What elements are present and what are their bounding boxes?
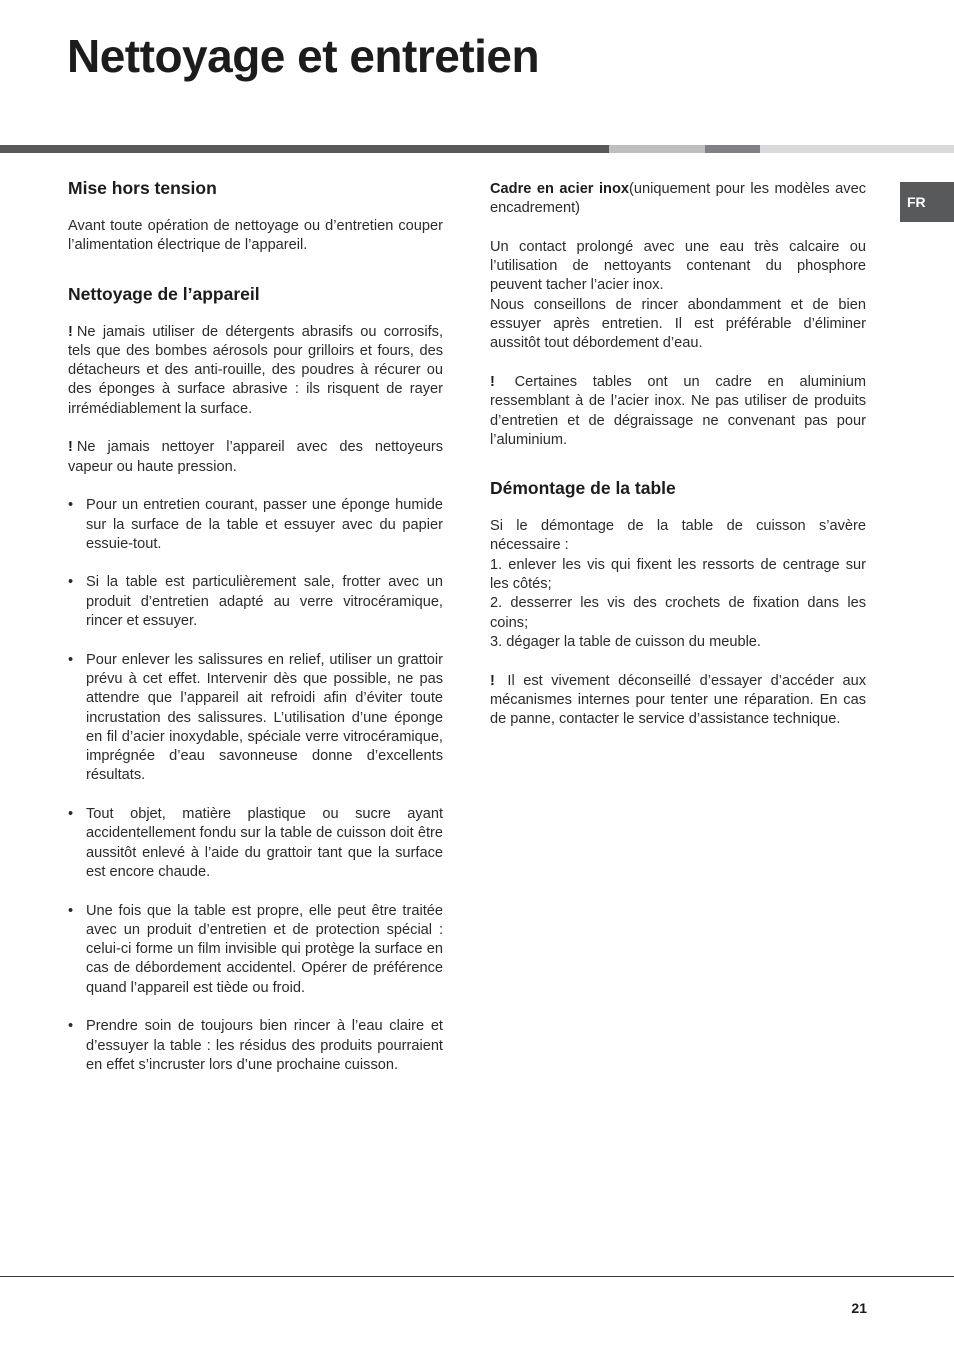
- header-rule-pale: [760, 145, 954, 153]
- left-column: [68, 176, 443, 1075]
- section-heading-removal: Démontage de la table: [490, 478, 676, 499]
- list-item: • Pour enlever les salissures en relief, utiliser un grattoir prévu à cet effet. Intervenir dès que possible, ne pas attendre que l’appareil ait refroidi afin d’éviter toute incrustation des salissures. L’utilisation d’une éponge en fil d’acier inoxydable, spéciale verre vitrocéramique, imprégnée d’eau savonneuse donne d’excellents résultats.: [68, 651, 443, 786]
- warning-icon: !: [68, 323, 73, 340]
- warning-abrasives: [68, 323, 443, 419]
- page-number: 21: [851, 1300, 867, 1316]
- warning-icon: !: [490, 373, 495, 390]
- section-heading-cleaning: Nettoyage de l’appareil: [68, 283, 260, 304]
- footer-rule: [0, 1276, 954, 1277]
- inox-paragraph-2: Nous conseillons de rincer abondamment et de bien essuyer après entretien. Il est préférable d’éliminer aussitôt tout débordement d’eau.: [490, 296, 866, 352]
- page-title: Nettoyage et entretien: [67, 30, 540, 82]
- list-item: • Tout objet, matière plastique ou sucre ayant accidentellement fondu sur la table de cuisson doit être aussitôt enlevé à l’aide du grattoir tant que la surface est encore chaude.: [68, 805, 443, 882]
- section-heading-power-off: Mise hors tension: [68, 178, 217, 198]
- warning-abrasives-text: Ne jamais utiliser de détergents abrasifs ou corrosifs, tels que des bombes aérosols pour grilloirs et fours, des détacheurs et des anti-rouille, des poudres à récurer ou des éponges à surface abrasive : ils risquent de rayer irrémédiablement la surface.: [68, 323, 443, 417]
- inox-frame-label: Cadre en acier inox: [490, 181, 629, 197]
- right-column: [490, 176, 866, 729]
- removal-step: 3. dégager la table de cuisson du meuble.: [490, 633, 761, 650]
- warning-icon: !: [68, 439, 73, 456]
- warning-icon: !: [490, 672, 495, 689]
- warning-steam-text: Ne jamais nettoyer l’appareil avec des nettoyeurs vapeur ou haute pression.: [68, 439, 443, 475]
- power-off-text: Avant toute opération de nettoyage ou d’entretien couper l’alimentation électrique de l’appareil.: [68, 218, 443, 254]
- warning-repair: [490, 672, 866, 730]
- list-item: • Une fois que la table est propre, elle peut être traitée avec un produit d’entretien et de protection spécial : celui-ci forme un film invisible qui protège la surface en cas de débordement accidentel. Opérer de préférence quand l’appareil est tiède ou froid.: [68, 902, 443, 998]
- warning-repair-text: Il est vivement déconseillé d’essayer d’accéder aux mécanismes internes pour tenter une réparation. En cas de panne, contacter le service d’assistance technique.: [490, 672, 866, 728]
- inox-frame-intro: [490, 180, 866, 219]
- header-rule-light: [609, 145, 705, 153]
- inox-paragraph-1: Un contact prolongé avec une eau très calcaire ou l’utilisation de nettoyants contenant du phosphore peuvent tacher l’acier inox.: [490, 238, 866, 294]
- inox-frame-note: (uniquement pour les modèles avec encadrement): [490, 181, 866, 217]
- removal-step: 1. enlever les vis qui fixent les ressorts de centrage sur les côtés;: [490, 556, 866, 593]
- warning-steam: [68, 438, 443, 477]
- list-item: • Prendre soin de toujours bien rincer à l’eau claire et d’essuyer la table : les résidus des produits pourraient en effet s’incruster lors d’une prochaine cuisson.: [68, 1017, 443, 1075]
- list-item: • Si la table est particulièrement sale, frotter avec un produit d’entretien adapté au verre vitrocéramique, rincer et essuyer.: [68, 573, 443, 631]
- removal-intro: Si le démontage de la table de cuisson s’avère nécessaire :: [490, 518, 866, 554]
- language-tab: FR: [900, 182, 954, 222]
- warning-aluminium: [490, 373, 866, 450]
- removal-step: 2. desserrer les vis des crochets de fixation dans les coins;: [490, 595, 866, 631]
- warning-aluminium-text: Certaines tables ont un cadre en aluminium ressemblant à de l’acier inox. Ne pas utiliser de produits d’entretien et de dégraissage ne convenant pas pour l’aluminium.: [490, 373, 866, 448]
- header-rule-dark: [0, 145, 609, 153]
- cleaning-tips-list: [68, 496, 443, 1075]
- header-rule-mid: [705, 145, 760, 153]
- list-item: • Pour un entretien courant, passer une éponge humide sur la surface de la table et essuyer avec du papier essuie-tout.: [68, 496, 443, 554]
